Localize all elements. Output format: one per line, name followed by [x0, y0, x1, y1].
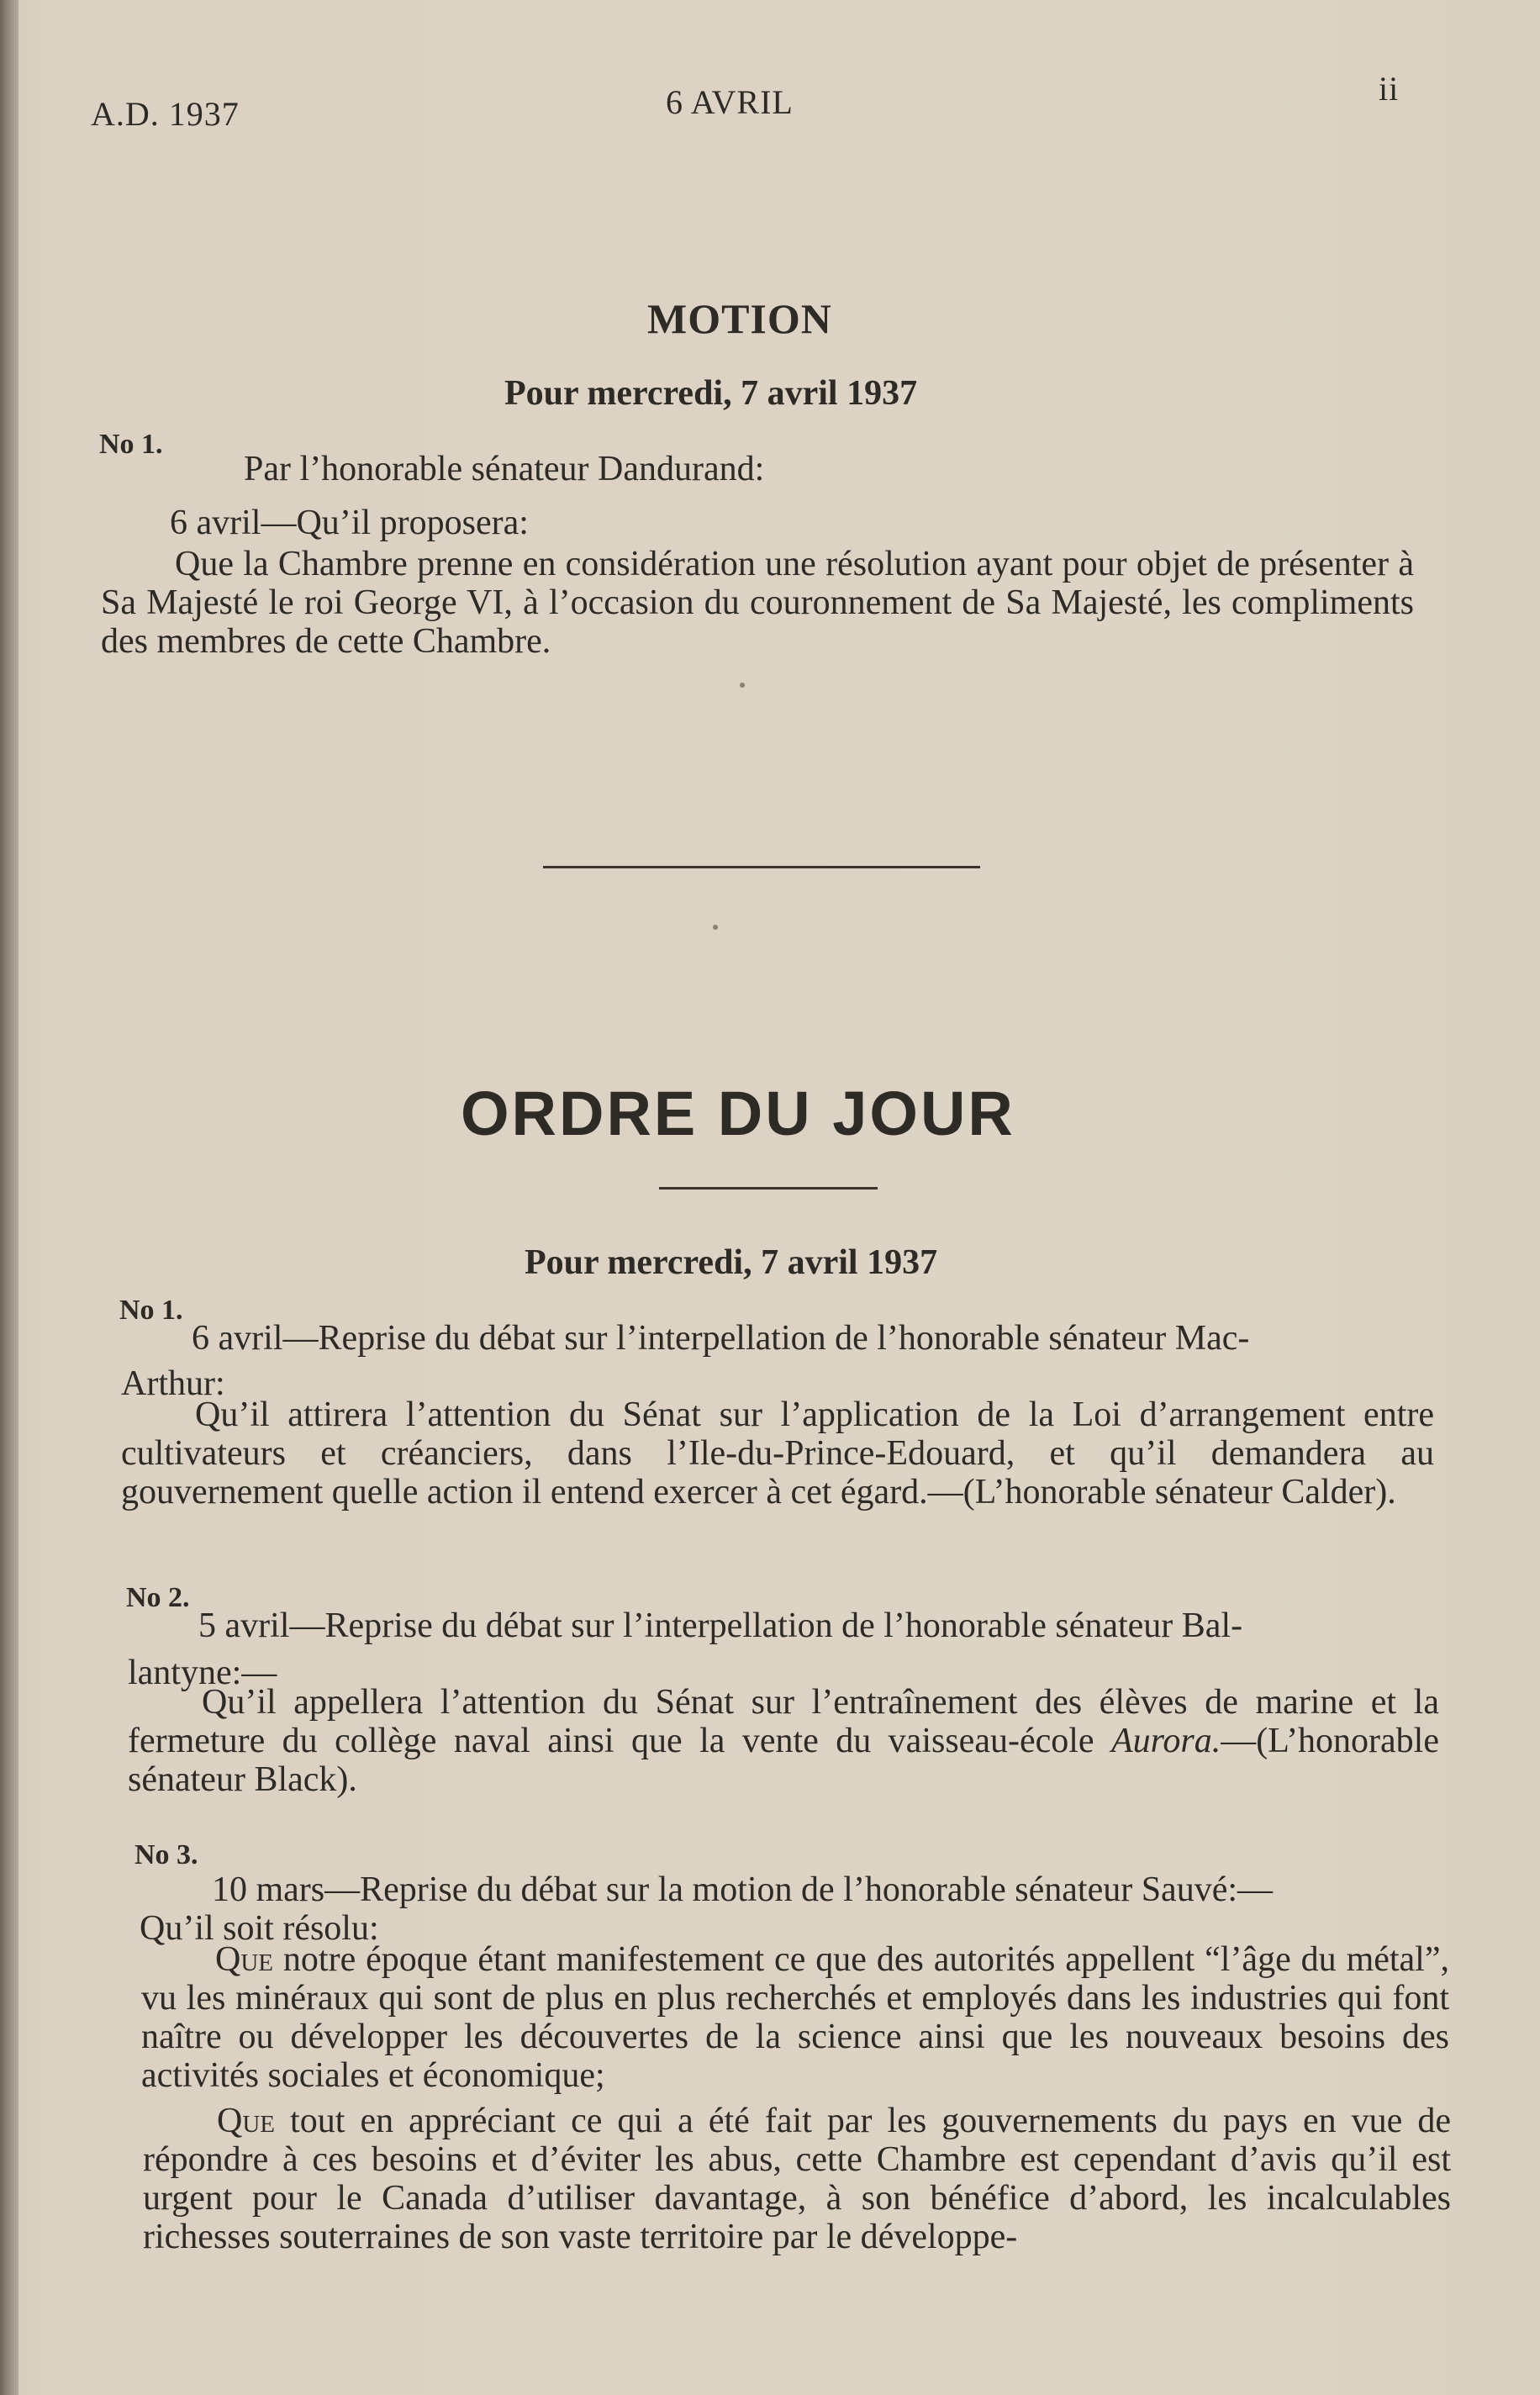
paragraph-lead: Que	[217, 2102, 275, 2140]
item-text-attribution: —(L’honorable sénateur Black).	[128, 1722, 1439, 1799]
item-number: No 1.	[119, 1295, 183, 1326]
paragraph-text: notre époque étant manifestement ce que des autorités appellent “l’âge du métal”, vu les minéraux qui sont de plus en plus recherchés et employés dans les industries qui font naître ou développer les découvertes de la science ainsi que les nouveaux besoins des activités sociales et économique;	[141, 1940, 1449, 2095]
item-date-line-cont: Arthur:	[121, 1364, 225, 1403]
ship-name: Aurora.	[1110, 1722, 1221, 1760]
item-date-line-cont: Qu’il soit résolu:	[140, 1909, 379, 1948]
motion-author: Par l’honorable sénateur Dandurand:	[244, 450, 765, 488]
item-text	[128, 1683, 1439, 1799]
ordre-title: ORDRE DU JOUR	[461, 1079, 1015, 1148]
header-year: A.D. 1937	[91, 95, 240, 133]
paragraph-lead: Que	[215, 1940, 273, 1979]
paper-speck	[740, 683, 745, 688]
book-spine-edge	[0, 0, 18, 2395]
motion-date-line: 6 avril—Qu’il proposera:	[170, 504, 529, 542]
motion-date-heading: Pour mercredi, 7 avril 1937	[504, 374, 918, 413]
item-date-line: 10 mars—Reprise du débat sur la motion de l’honorable sénateur Sauvé:—	[212, 1870, 1274, 1909]
section-divider	[543, 866, 980, 868]
motion-number: No 1.	[99, 429, 163, 460]
item-paragraph	[143, 2102, 1451, 2256]
item-date-line: 6 avril—Reprise du débat sur l’interpellation de l’honorable sénateur Mac-	[192, 1319, 1250, 1358]
motion-title: MOTION	[647, 295, 832, 342]
item-date-line: 5 avril—Reprise du débat sur l’interpellation de l’honorable sénateur Bal-	[198, 1606, 1243, 1645]
ordre-date-heading: Pour mercredi, 7 avril 1937	[525, 1243, 938, 1282]
paragraph-text: tout en appréciant ce qui a été fait par les gouvernements du pays en vue de répondre à ces besoins et d’éviter les abus, cette Chambre est cependant d’avis qu’il est urgent pour le Canada d’utiliser davantage, à son bénéfice d’abord, les incalculables richesses souterraines de son vaste territoire par le développe-	[143, 2102, 1451, 2256]
title-underline	[659, 1187, 878, 1190]
item-number: No 2.	[126, 1582, 190, 1613]
header-date: 6 AVRIL	[666, 83, 794, 121]
motion-text: Que la Chambre prenne en considération une résolution ayant pour objet de présenter à Sa Majesté le roi George VI, à l’occasion du couronnement de Sa Majesté, les compliments des membres de cette Chambre.	[101, 545, 1414, 661]
item-text-main: Qu’il appellera l’attention du Sénat sur l’entraînement des élèves de marine et la fermeture du collège naval ainsi que la vente du vaisseau-école	[128, 1683, 1439, 1760]
page-number: ii	[1379, 70, 1400, 108]
item-text: Qu’il attirera l’attention du Sénat sur l’application de la Loi d’arrangement entre cultivateurs et créanciers, dans l’Ile-du-Prince-Edouard, et qu’il demandera au gouvernement quelle action il entend exercer à cet égard.—(L’honorable sénateur Calder).	[121, 1395, 1434, 1511]
paper-speck	[713, 925, 718, 930]
item-number: No 3.	[134, 1839, 198, 1870]
item-paragraph	[141, 1940, 1449, 2095]
item-date-line-cont: lantyne:—	[128, 1654, 277, 1692]
